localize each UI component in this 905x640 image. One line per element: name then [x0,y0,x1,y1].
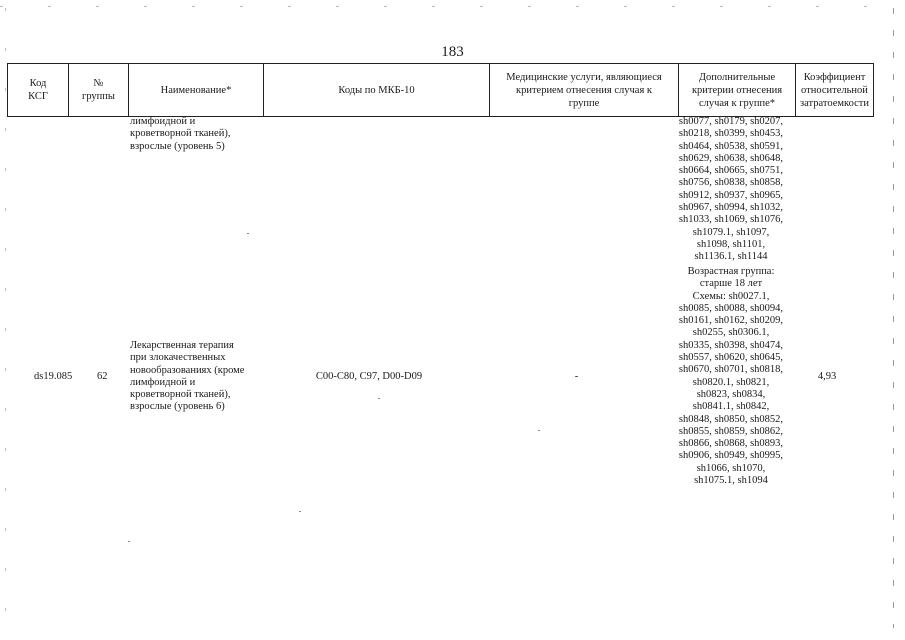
scan-edge-left [5,8,6,628]
scan-speck [378,398,380,399]
scan-speck [538,430,540,431]
scan-speck [128,541,130,542]
continued-criteria: sh0077, sh0179, sh0207, sh0218, sh0399, sh0453, sh0464, sh0538, sh0591, sh0629, sh0638, sh0648, sh0664, sh0665, sh0751, sh0756, sh0838, sh0858, sh0912, sh0937, sh0965, sh0967, sh0994, sh1032, sh1033, sh1069, sh1076, sh1079.1, sh1097, sh1098, sh1101, sh1136.1, sh1144 [678,116,784,263]
scan-edge-right [893,8,894,628]
continued-name: лимфоидной и кроветворной тканей), взрослые (уровень 5) [130,116,231,152]
row-services: - [574,371,579,382]
scan-speck [299,511,301,512]
table-header [7,63,874,117]
header-mkb: Коды по МКБ-10 [264,64,490,116]
page-number: 183 [441,44,464,60]
row-mkb: C00-C80, C97, D00-D09 [315,371,423,382]
row-group: 62 [97,371,108,382]
row-code: ds19.085 [34,371,73,382]
header-group: № группы [69,64,129,116]
row-criteria: Возрастная группа: старше 18 лет Схемы: sh0027.1, sh0085, sh0088, sh0094, sh0161, sh0162, sh0209, sh0255, sh0306.1, sh0335, sh0398, sh0474, sh0557, sh0620, sh0645, sh0670, sh0701, sh0818, sh0820.1, sh0821, sh0823, sh0834, sh0841.1, sh0842, sh0848, sh0850, sh0852, sh0855, sh0859, sh0862, sh0866, sh0868, sh0893, sh0906, sh0949, sh0995, sh1066, sh1070, sh1075.1, sh1094 [678,266,784,487]
header-coef: Коэффициент относительной затратоемкости [796,64,874,116]
row-name: Лекарственная терапия при злокачественных новообразованиях (кроме лимфоидной и кроветворной тканей), взрослые (уровень 6) [130,340,245,413]
scan-edge-top [0,6,905,7]
row-coef: 4,93 [817,371,837,382]
scan-speck [247,233,249,234]
header-code: Код КСГ [8,64,69,116]
header-criteria: Дополнительные критерии отнесения случая к группе* [679,64,796,116]
header-name: Наименование* [129,64,264,116]
header-services: Медицинские услуги, являющиеся критерием отнесения случая к группе [490,64,679,116]
